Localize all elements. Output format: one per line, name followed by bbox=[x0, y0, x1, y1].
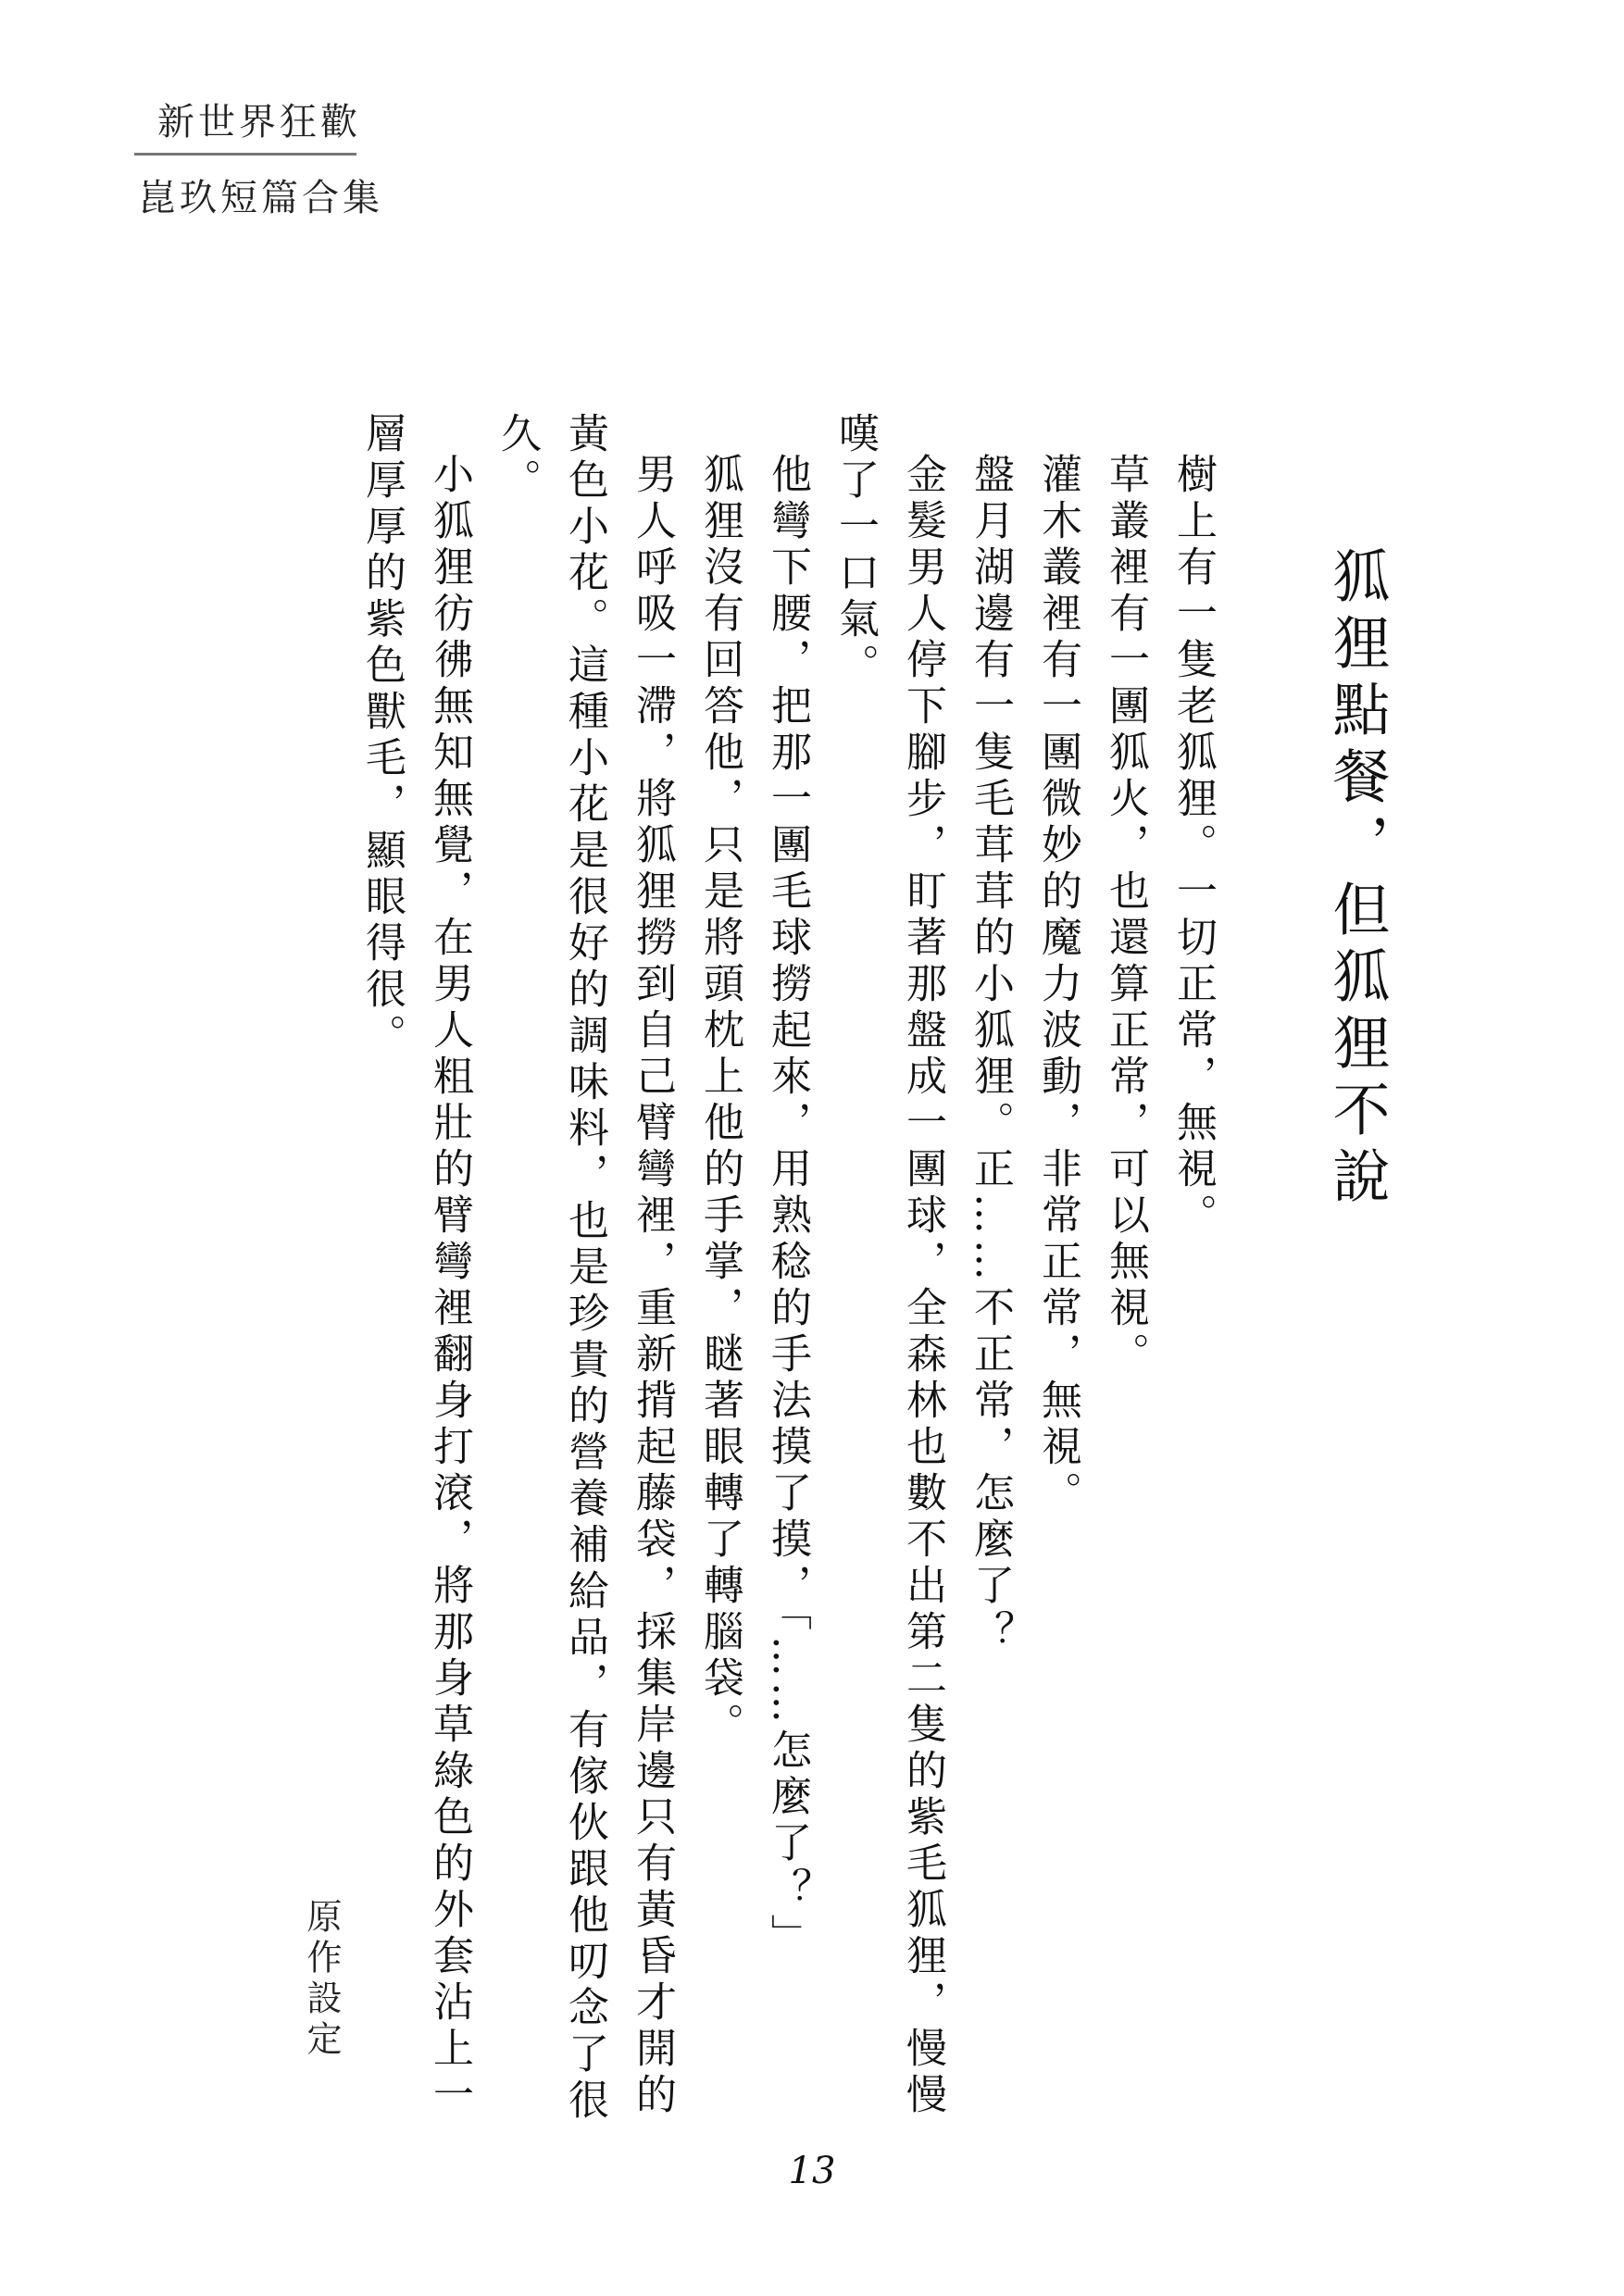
header-book-title: 崑玖短篇合集 bbox=[139, 177, 383, 219]
story-body bbox=[259, 329, 1389, 2125]
paragraph-3: 灌木叢裡有一團微妙的魔力波動，非常正常，無視。 bbox=[1034, 453, 1081, 1517]
header-series-title: 新世界狂歡 bbox=[157, 101, 361, 144]
story-title: 狐狸點餐，但狐狸不說 bbox=[1323, 546, 1391, 1213]
paragraph-9: 小狐狸彷彿無知無覺，在男人粗壯的臂彎裡翻身打滾，將那身草綠色的外套沾上一層厚厚的紫色獸毛，顯眼得很。 bbox=[358, 412, 473, 2119]
paragraph-6: 他彎下腰，把那一團毛球撈起來，用熟稔的手法摸了摸，「……怎麼了？」 bbox=[764, 453, 811, 1960]
paragraph-5: 金髮男人停下腳步，盯著那盤成一團球，全森林也數不出第二隻的紫毛狐狸，慢慢嘆了一口氣。 bbox=[831, 412, 946, 2119]
paragraph-8: 男人呼吸一滯，將狐狸撈到自己臂彎裡，重新揹起藤袋，採集岸邊只有黃昏才開的黃色小花。這種小花是很好的調味料，也是珍貴的營養補給品，有傢伙跟他叨念了很久。 bbox=[493, 412, 676, 2125]
header-divider bbox=[134, 153, 356, 156]
page-number: 13 bbox=[788, 2150, 836, 2192]
story-byline: 原作設定 bbox=[301, 1898, 342, 2061]
paragraph-4: 盤月湖邊有一隻毛茸茸的小狐狸。正……不正常，怎麼了？ bbox=[967, 453, 1014, 1656]
paragraph-2: 草叢裡有一團狐火，也還算正常，可以無視。 bbox=[1102, 453, 1149, 1379]
paragraph-7: 狐狸沒有回答他，只是將頭枕上他的手掌，瞇著眼轉了轉腦袋。 bbox=[696, 453, 743, 1749]
paragraph-1: 樹上有一隻老狐狸。一切正常，無視。 bbox=[1169, 453, 1217, 1240]
